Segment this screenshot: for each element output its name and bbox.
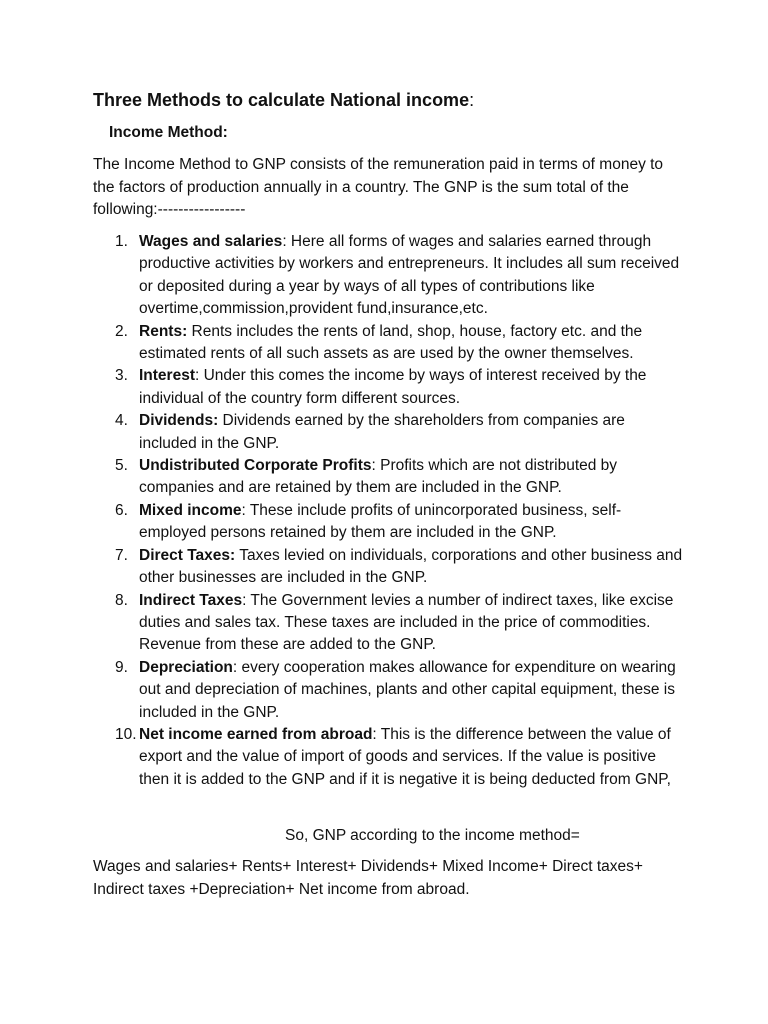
section-heading: Income Method: [109, 124, 228, 141]
list-item-text: : Here all forms of wages and salaries earned through productive activities by workers and entrepreneurs. It includes all sum received or deposited during a year by ways of all types of contributions like overtime,commission,provident fund,insurance,etc. [139, 233, 680, 318]
list-item [93, 724, 683, 791]
formula-lead: So, GNP according to the income method= [285, 827, 580, 844]
list-item [93, 410, 683, 455]
list-item-text: : Under this comes the income by ways of interest received by the individual of the country form different sources. [139, 367, 647, 407]
list-item [93, 545, 683, 590]
intro-paragraph: The Income Method to GNP consists of the remuneration paid in terms of money to the factors of production annually in a country. The GNP is the sum total of the following:----------------- [93, 156, 664, 219]
list-item-number: 7. [115, 546, 128, 564]
list-item-term: Wages and salaries [139, 233, 283, 250]
components-list [93, 231, 683, 791]
list-item [93, 321, 683, 366]
document-title-text: Three Methods to calculate National income [93, 90, 470, 110]
list-item-text: Dividends earned by the shareholders from companies are included in the GNP. [139, 412, 625, 452]
document-title [93, 88, 474, 112]
list-item-term: Dividends: [139, 412, 219, 430]
list-item-term: Direct Taxes: [139, 546, 236, 564]
list-item-term: Interest [139, 367, 195, 385]
list-item [93, 365, 683, 410]
list-item-number: 3. [115, 367, 128, 385]
list-item-number: 8. [115, 591, 128, 609]
list-item-text: : Profits which are not distributed by companies and are retained by them are included in the GNP. [139, 457, 618, 497]
document-title-colon: : [469, 90, 475, 110]
list-item [93, 590, 683, 657]
list-item-text: Taxes levied on individuals, corporations and other business and other businesses are included in the GNP. [139, 546, 683, 587]
list-item [93, 231, 683, 321]
list-item-term: Depreciation [139, 658, 233, 676]
list-item-number: 9. [115, 658, 128, 676]
list-item-number: 4. [115, 412, 128, 430]
list-item-term: Mixed income [139, 501, 242, 519]
list-item [93, 500, 683, 545]
list-item-text: : These include profits of unincorporated business, self-employed persons retained by them are included in the GNP. [139, 501, 622, 542]
list-item-text: : This is the difference between the value of export and the value of import of goods and services. If the value is positive then it is added to the GNP and if it is negative it is being deducted from GNP, [139, 725, 671, 788]
gnp-formula: Wages and salaries+ Rents+ Interest+ Dividends+ Mixed Income+ Direct taxes+ Indirect taxes +Depreciation+ Net income from abroad. [93, 858, 643, 898]
list-item-number: 6. [115, 501, 128, 519]
list-item-number: 1. [115, 233, 128, 250]
list-item-number: 5. [115, 457, 128, 475]
list-item-number: 2. [115, 322, 128, 340]
list-item-text: : every cooperation makes allowance for expenditure on wearing out and depreciation of machines, plants and other capital equipment, these is included in the GNP. [139, 658, 676, 721]
list-item-term: Undistributed Corporate Profits [139, 457, 372, 475]
list-item-term: Rents: [139, 322, 188, 340]
list-item-term: Net income earned from abroad [139, 725, 373, 743]
list-item-term: Indirect Taxes [139, 591, 243, 609]
list-item-text: : The Government levies a number of indirect taxes, like excise duties and sales tax. These taxes are included in the price of commodities. Revenue from these are added to the GNP. [139, 591, 674, 654]
list-item [93, 657, 683, 724]
list-item-text: Rents includes the rents of land, shop, house, factory etc. and the estimated rents of all such assets as are used by the owner themselves. [139, 322, 643, 363]
list-item-number: 10. [115, 725, 137, 743]
list-item [93, 455, 683, 500]
